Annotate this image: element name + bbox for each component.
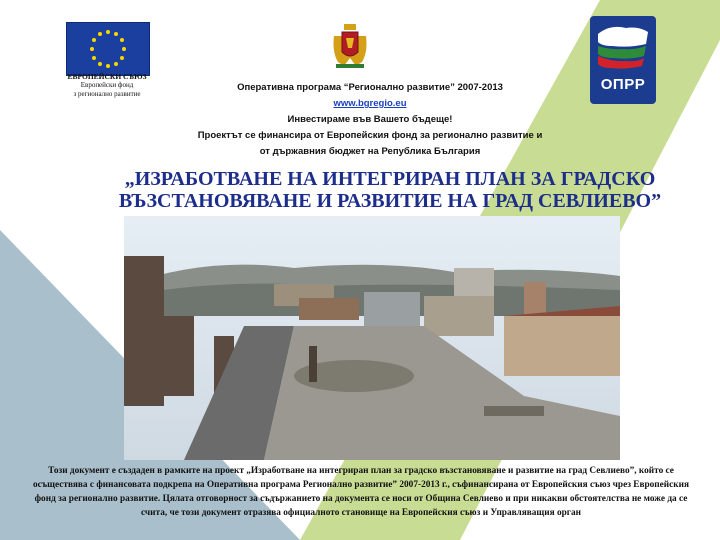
program-funding-line2: от държавния бюджет на Република България xyxy=(259,146,481,157)
eu-caption-line3: з регионално развитие xyxy=(73,90,141,98)
disclaimer-text: Този документ е създаден в рамките на проект „Изработване на интегриран план за градско възстановяване и развитие на град Севлиево”, който се осъществява с финансовата подкрепа на Оперативна програма Регионално развитие” 2007-2013 г., съфинансирана от Европейския съюз чрез Европейския фонд за регионално развитие. Цялата отговорност за съдържанието на документа се носи от Община Севлиево и при никакви обстоятелства не може да се счита, че този документ отразява официалното становище на Европейския съюз и Управляващия орган xyxy=(32,466,690,518)
bulgarian-coat-of-arms-icon xyxy=(330,22,370,70)
eu-flag-logo xyxy=(66,22,150,76)
eu-caption-line2: Европейски фонд xyxy=(80,81,134,89)
oprr-map-icon xyxy=(590,16,656,76)
program-slogan: Инвестираме във Вашето бъдеще! xyxy=(287,114,453,125)
program-funding-line1: Проектът се финансира от Европейския фонд за регионално развитие и xyxy=(197,130,543,141)
program-info xyxy=(160,80,580,160)
eu-caption-line1: ЕВРОПЕЙСКИ СЪЮЗ xyxy=(67,72,147,81)
monument xyxy=(309,346,317,382)
document-title-line1: „ИЗРАБОТВАНЕ НА ИНТЕГРИРАН ПЛАН ЗА ГРАДСКО xyxy=(124,168,656,190)
eu-caption xyxy=(56,72,158,99)
town-square-photo xyxy=(124,216,620,460)
program-url-link[interactable]: www.bgregio.eu xyxy=(333,98,407,109)
document-title xyxy=(100,168,680,212)
oprr-label: ОПРР xyxy=(600,76,646,93)
program-name: Оперативна програма “Регионално развитие” 2007-2013 xyxy=(237,82,503,93)
eu-stars-icon xyxy=(67,23,149,75)
document-title-line2: ВЪЗСТАНОВЯВАНЕ И РАЗВИТИЕ НА ГРАД СЕВЛИЕВО” xyxy=(118,190,662,212)
